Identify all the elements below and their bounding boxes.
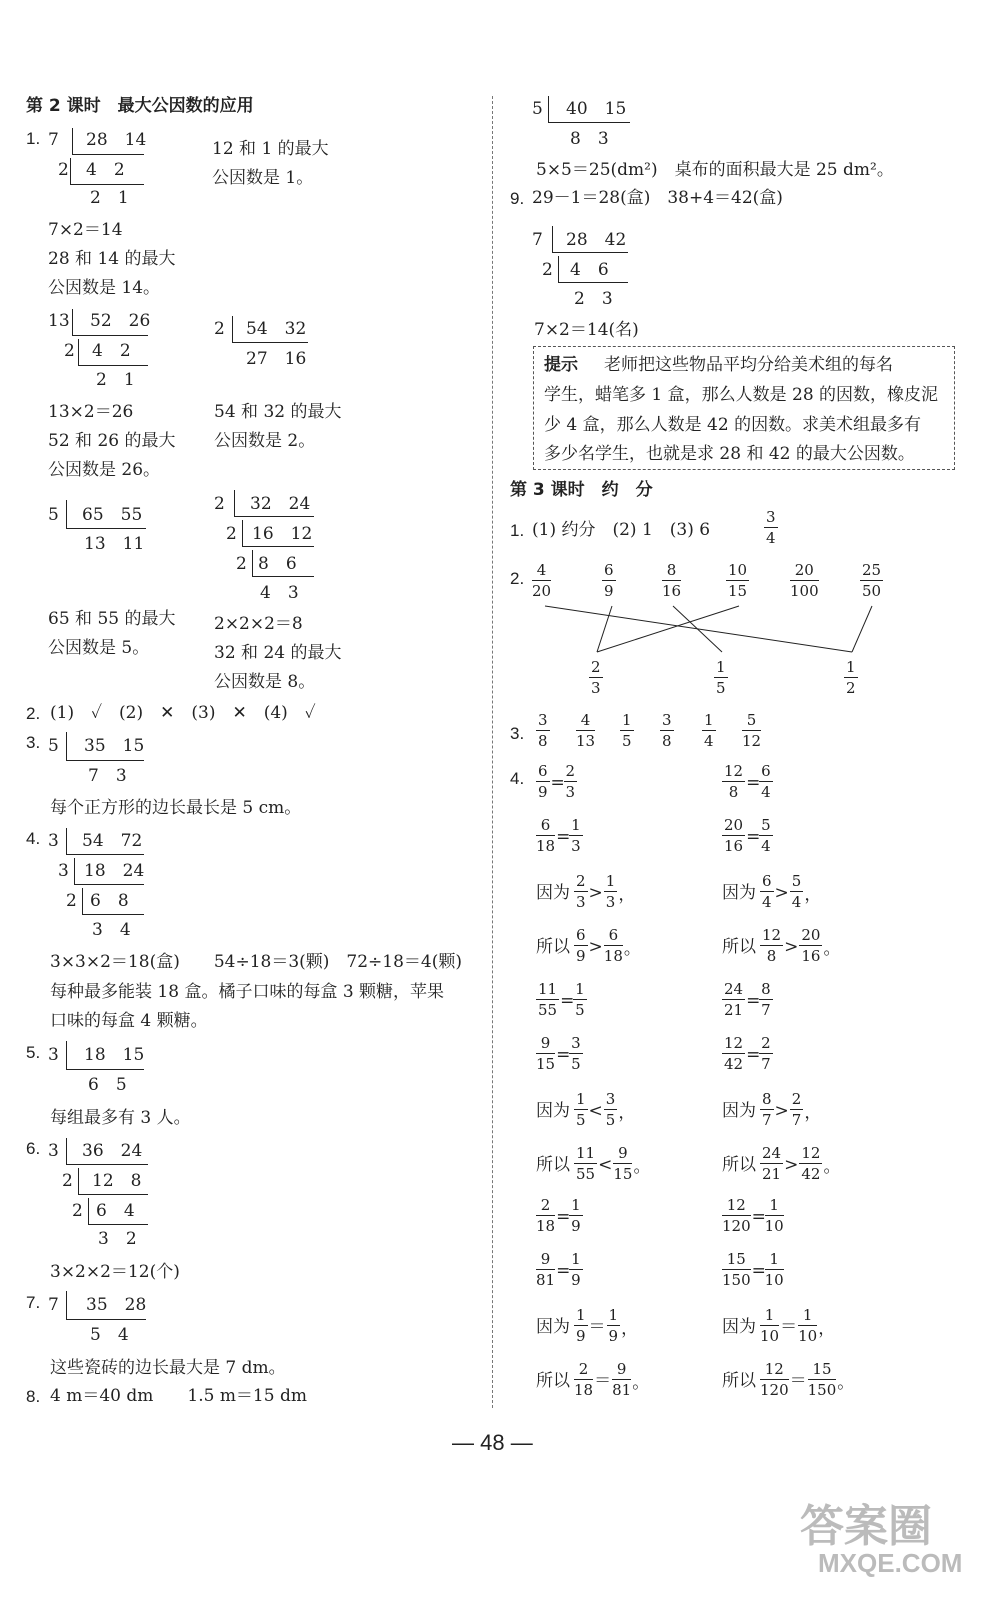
because-word: 因为	[536, 883, 570, 903]
compare-sign: <	[598, 1155, 613, 1175]
compare-fraction: $\frac{12}{120}$	[760, 1360, 789, 1399]
p1-number: 1.	[510, 521, 525, 540]
q1-text-6a: 32 和 24 的最大	[214, 643, 342, 663]
compare-sign: >	[774, 883, 789, 903]
compare-fraction: $\frac{15}{150}$	[807, 1360, 837, 1399]
therefore-word: 所以	[722, 1155, 756, 1175]
equation-fraction: $\frac{20}{16}$	[724, 816, 744, 855]
punctuation: 。	[623, 939, 641, 959]
hint-line-4: 多少名学生，也就是求 28 和 42 的最大公因数。	[544, 444, 915, 464]
q8-number: 8.	[26, 1387, 41, 1406]
p2-top-fraction: $\frac{10}{15}$	[728, 561, 748, 600]
equals-sign: =	[746, 773, 761, 793]
equation-fraction: $\frac{9}{15}$	[536, 1034, 556, 1073]
q3-number: 3.	[26, 733, 41, 752]
lesson2-heading: 第 2 课时 最大公因数的应用	[26, 96, 254, 116]
equals-sign: =	[746, 991, 761, 1011]
compare-fraction: $\frac{24}{21}$	[762, 1144, 782, 1183]
equation-fraction: $\frac{6}{9}$	[538, 762, 548, 801]
compare-fraction: $\frac{9}{15}$	[613, 1144, 633, 1183]
compare-fraction: $\frac{3}{5}$	[605, 1090, 616, 1129]
q1-text-1a: 12 和 1 的最大	[212, 139, 329, 159]
compare-fraction: $\frac{1}{9}$	[576, 1306, 586, 1345]
p2-top-fraction: $\frac{4}{20}$	[532, 561, 552, 600]
q1-text-1b: 公因数是 1。	[212, 168, 314, 188]
equation-fraction: $\frac{2}{18}$	[536, 1196, 556, 1235]
punctuation: 。	[823, 939, 841, 959]
punctuation: 。	[633, 1157, 651, 1177]
equation-fraction: $\frac{2}{7}$	[761, 1034, 771, 1073]
punctuation: ，	[818, 1319, 836, 1339]
q2-number: 2.	[26, 704, 41, 723]
p1-answers: (1) 约分 (2) 1 (3) 6	[532, 520, 711, 540]
punctuation: 。	[823, 1157, 841, 1177]
equals-sign: =	[746, 827, 761, 847]
p2-bottom-fraction: $\frac{1}{2}$	[846, 658, 856, 697]
equation-fraction: $\frac{12}{42}$	[724, 1034, 744, 1073]
compare-fraction: $\frac{2}{3}$	[576, 872, 586, 911]
p2-bottom-fraction: $\frac{2}{3}$	[591, 658, 601, 697]
equation-fraction: $\frac{1}{10}$	[764, 1250, 784, 1289]
hint-line-2: 学生，蜡笔多 1 盒，那么人数是 28 的因数，橡皮泥	[544, 385, 939, 405]
q4-answer-1: 每种最多能装 18 盒。橘子口味的每盒 3 颗糖，苹果	[50, 982, 445, 1002]
compare-fraction: $\frac{11}{55}$	[576, 1144, 596, 1183]
equals-sign: =	[556, 1261, 571, 1281]
punctuation: ，	[618, 885, 636, 905]
q9-calc-2: 7×2＝14(名)	[534, 320, 639, 340]
compare-fraction: $\frac{9}{81}$	[612, 1360, 632, 1399]
p2-bottom-fraction: $\frac{1}{5}$	[716, 658, 726, 697]
compare-fraction: $\frac{1}{5}$	[576, 1090, 586, 1129]
p1-fraction: $\frac{3}{4}$	[766, 508, 776, 547]
q1-text-4b: 公因数是 26。	[48, 460, 161, 480]
q5-number: 5.	[26, 1043, 41, 1062]
equation-fraction: $\frac{8}{7}$	[761, 980, 771, 1019]
equation-fraction: $\frac{1}{9}$	[571, 1196, 581, 1235]
compare-sign: ＝	[588, 1317, 606, 1337]
punctuation: ，	[618, 1103, 636, 1123]
watermark-logo: 答案圈	[800, 1501, 932, 1552]
equals-sign: =	[556, 827, 571, 847]
punctuation: 。	[837, 1373, 855, 1393]
q1-text-2a: 28 和 14 的最大	[48, 249, 176, 269]
equation-fraction: $\frac{2}{3}$	[565, 762, 576, 801]
q7-answer: 这些瓷砖的边长最大是 7 dm。	[50, 1358, 286, 1378]
equals-sign: =	[746, 1045, 761, 1065]
compare-fraction: $\frac{1}{3}$	[605, 872, 616, 911]
compare-fraction: $\frac{1}{10}$	[760, 1306, 780, 1345]
p2-top-fraction: $\frac{8}{16}$	[662, 561, 682, 600]
q4-answer-2: 口味的每盒 4 颗糖。	[50, 1011, 208, 1031]
equals-sign: =	[556, 1045, 571, 1065]
q7-number: 7.	[26, 1293, 41, 1312]
compare-sign: ＝	[594, 1371, 612, 1391]
q6-calc: 3×2×2＝12(个)	[50, 1262, 180, 1282]
because-word: 因为	[536, 1317, 570, 1337]
lesson3-heading: 第 3 课时 约 分	[510, 480, 653, 500]
equals-sign: =	[556, 1207, 571, 1227]
punctuation: ，	[804, 885, 822, 905]
equation-fraction: $\frac{3}{5}$	[571, 1034, 581, 1073]
therefore-word: 所以	[536, 1155, 570, 1175]
equals-sign: =	[751, 1207, 766, 1227]
compare-fraction: $\frac{8}{7}$	[762, 1090, 772, 1129]
p3-fraction: $\frac{1}{4}$	[704, 711, 714, 750]
q3-answer: 每个正方形的边长最长是 5 cm。	[50, 798, 302, 818]
q4-number: 4.	[26, 829, 41, 848]
hint-line-1: 老师把这些物品平均分给美术组的每名	[604, 355, 893, 375]
compare-sign: ＝	[780, 1317, 798, 1337]
punctuation: ，	[804, 1103, 822, 1123]
q6-number: 6.	[26, 1139, 41, 1158]
compare-fraction: $\frac{12}{42}$	[801, 1144, 821, 1183]
p2-top-fraction: $\frac{25}{50}$	[862, 561, 882, 600]
q9-number: 9.	[510, 189, 525, 208]
equation-fraction: $\frac{1}{10}$	[764, 1196, 784, 1235]
watermark-text: MXQE.COM	[818, 1548, 963, 1578]
compare-sign: >	[784, 1155, 799, 1175]
page-number: — 48 —	[452, 1430, 533, 1455]
q1-text-6b: 公因数是 8。	[214, 672, 316, 692]
because-word: 因为	[722, 1317, 756, 1337]
q1-text-3a: 54 和 32 的最大	[214, 402, 342, 422]
equals-sign: =	[550, 773, 565, 793]
compare-fraction: $\frac{6}{18}$	[603, 926, 623, 965]
p2-top-fraction: $\frac{6}{9}$	[604, 561, 614, 600]
p3-fraction: $\frac{5}{12}$	[742, 711, 762, 750]
punctuation: ，	[621, 1319, 639, 1339]
area-calc: 5×5＝25(dm²) 桌布的面积最大是 25 dm²。	[536, 160, 894, 180]
q4-calc: 3×3×2＝18(盒) 54÷18＝3(颗) 72÷18＝4(颗)	[50, 952, 463, 972]
therefore-word: 所以	[536, 937, 570, 957]
q2-answers: (1) ✓ (2) ✕ (3) ✕ (4) ✓	[50, 703, 316, 723]
p3-fraction: $\frac{3}{8}$	[662, 711, 672, 750]
q1-text-3b: 公因数是 2。	[214, 431, 316, 451]
p4-number: 4.	[510, 769, 525, 788]
compare-sign: >	[784, 937, 799, 957]
equation-fraction: $\frac{6}{4}$	[761, 762, 771, 801]
equation-fraction: $\frac{5}{4}$	[761, 816, 771, 855]
therefore-word: 所以	[722, 937, 756, 957]
compare-fraction: $\frac{20}{16}$	[801, 926, 821, 965]
compare-fraction: $\frac{2}{18}$	[574, 1360, 594, 1399]
equation-fraction: $\frac{12}{120}$	[722, 1196, 751, 1235]
equation-fraction: $\frac{15}{150}$	[722, 1250, 751, 1289]
q9-calc-1: 29－1＝28(盒) 38+4＝42(盒)	[532, 188, 783, 208]
q1-calc-2: 13×2＝26	[48, 402, 134, 422]
compare-sign: <	[588, 1101, 603, 1121]
equation-fraction: $\frac{11}{55}$	[538, 980, 558, 1019]
equation-fraction: $\frac{6}{18}$	[536, 816, 556, 855]
because-word: 因为	[722, 883, 756, 903]
compare-sign: >	[588, 883, 603, 903]
equation-fraction: $\frac{12}{8}$	[724, 762, 744, 801]
compare-fraction: $\frac{1}{9}$	[608, 1306, 619, 1345]
hint-line-3: 少 4 盒，那么人数是 42 的因数。求美术组最多有	[544, 415, 922, 435]
q1-calc-3: 2×2×2＝8	[214, 614, 303, 634]
q5-answer: 每组最多有 3 人。	[50, 1108, 191, 1128]
q1-calc-1: 7×2＝14	[48, 220, 123, 240]
compare-fraction: $\frac{6}{9}$	[576, 926, 586, 965]
q1-text-5a: 65 和 55 的最大	[48, 609, 176, 629]
q1-text-5b: 公因数是 5。	[48, 638, 150, 658]
q1-text-2b: 公因数是 14。	[48, 278, 161, 298]
p3-fraction: $\frac{3}{8}$	[538, 711, 548, 750]
compare-sign: >	[774, 1101, 789, 1121]
therefore-word: 所以	[536, 1371, 570, 1391]
q8-answer: 4 m＝40 dm 1.5 m＝15 dm	[50, 1386, 307, 1406]
compare-sign: ＝	[789, 1371, 807, 1391]
compare-fraction: $\frac{1}{10}$	[798, 1306, 818, 1345]
equals-sign: =	[560, 991, 575, 1011]
q1-text-4a: 52 和 26 的最大	[48, 431, 176, 451]
compare-fraction: $\frac{6}{4}$	[762, 872, 772, 911]
p3-fraction: $\frac{1}{5}$	[622, 711, 632, 750]
therefore-word: 所以	[722, 1371, 756, 1391]
equation-fraction: $\frac{1}{3}$	[571, 816, 581, 855]
p2-top-fraction: $\frac{20}{100}$	[790, 561, 819, 600]
because-word: 因为	[536, 1101, 570, 1121]
compare-fraction: $\frac{12}{8}$	[762, 926, 782, 965]
hint-label: 提示	[544, 355, 578, 375]
p2-number: 2.	[510, 569, 525, 588]
equation-fraction: $\frac{1}{9}$	[571, 1250, 581, 1289]
p3-number: 3.	[510, 724, 525, 743]
punctuation: 。	[632, 1373, 650, 1393]
compare-fraction: $\frac{5}{4}$	[791, 872, 802, 911]
equation-fraction: $\frac{24}{21}$	[724, 980, 744, 1019]
because-word: 因为	[722, 1101, 756, 1121]
q1-number: 1.	[26, 129, 41, 148]
equation-fraction: $\frac{1}{5}$	[575, 980, 585, 1019]
compare-fraction: $\frac{2}{7}$	[791, 1090, 802, 1129]
compare-sign: >	[588, 937, 603, 957]
equals-sign: =	[751, 1261, 766, 1281]
equation-fraction: $\frac{9}{81}$	[536, 1250, 556, 1289]
p3-fraction: $\frac{4}{13}$	[576, 711, 596, 750]
